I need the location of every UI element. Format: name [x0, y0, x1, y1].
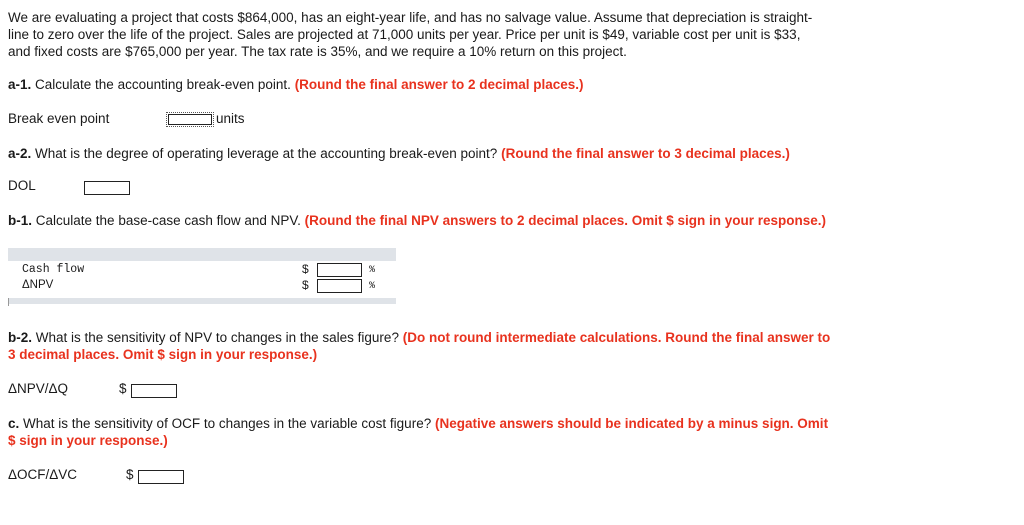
table-header-bar	[8, 248, 396, 261]
npv-input[interactable]	[317, 279, 362, 293]
question-text: What is the degree of operating leverage at the accounting break-even point?	[31, 146, 498, 161]
question-instruction: $ sign in your response.)	[8, 433, 168, 448]
intro-line: line to zero over the life of the project. Sales are projected at 71,000 units per year. Price per unit is $49, variable cost per unit is $33,	[8, 27, 801, 42]
question-number: a-1.	[8, 77, 32, 92]
table-footer-bar	[8, 298, 396, 304]
cash-flow-label: Cash flow	[22, 263, 85, 276]
question-instruction: (Do not round intermediate calculations. Round the final answer to	[398, 330, 831, 345]
question-number: b-2.	[8, 330, 33, 345]
currency-symbol: $	[302, 262, 309, 276]
question-a2	[8, 145, 790, 162]
npv-sensitivity-label: ΔNPV/ΔQ	[8, 381, 69, 396]
currency-symbol: $	[302, 278, 309, 292]
question-number: c.	[8, 416, 20, 431]
question-text: What is the sensitivity of NPV to changes in the sales figure?	[32, 330, 399, 345]
question-number: a-2.	[8, 146, 32, 161]
question-text: Calculate the accounting break-even point.	[31, 77, 291, 92]
question-b1	[8, 212, 826, 229]
npv-sensitivity-input[interactable]	[131, 384, 177, 398]
question-instruction: 3 decimal places. Omit $ sign in your response.)	[8, 347, 318, 362]
dol-label: DOL	[8, 178, 36, 193]
currency-symbol: $	[119, 381, 127, 396]
question-instruction: (Negative answers should be indicated by a minus sign. Omit	[431, 416, 829, 431]
npv-label: ΔNPV	[22, 279, 54, 291]
intro-line: We are evaluating a project that costs $864,000, has an eight-year life, and has no salvage value. Assume that depreciation is straight-	[8, 10, 813, 25]
question-text: Calculate the base-case cash flow and NPV.	[32, 213, 301, 228]
question-text: What is the sensitivity of OCF to changes in the variable cost figure?	[19, 416, 432, 431]
ocf-sensitivity-label: ΔOCF/ΔVC	[8, 467, 78, 482]
percent-symbol: %	[369, 281, 376, 292]
break-even-label: Break even point	[8, 111, 110, 126]
question-b2	[8, 329, 830, 363]
dol-input[interactable]	[84, 181, 130, 195]
question-a1	[8, 76, 584, 93]
units-label: units	[216, 111, 245, 126]
question-instruction: (Round the final answer to 3 decimal places.)	[497, 146, 790, 161]
cash-flow-input[interactable]	[317, 263, 362, 277]
currency-symbol: $	[126, 467, 134, 482]
question-number: b-1.	[8, 213, 33, 228]
question-instruction: (Round the final answer to 2 decimal places.)	[290, 77, 584, 92]
question-instruction: (Round the final NPV answers to 2 decimal places. Omit $ sign in your response.)	[300, 213, 827, 228]
table-divider	[8, 298, 9, 306]
question-c	[8, 415, 828, 449]
problem-statement	[8, 9, 1008, 60]
intro-line: and fixed costs are $765,000 per year. The tax rate is 35%, and we require a 10% return on this project.	[8, 44, 627, 59]
percent-symbol: %	[369, 265, 376, 276]
break-even-input[interactable]	[166, 112, 214, 127]
ocf-sensitivity-input[interactable]	[138, 470, 184, 484]
